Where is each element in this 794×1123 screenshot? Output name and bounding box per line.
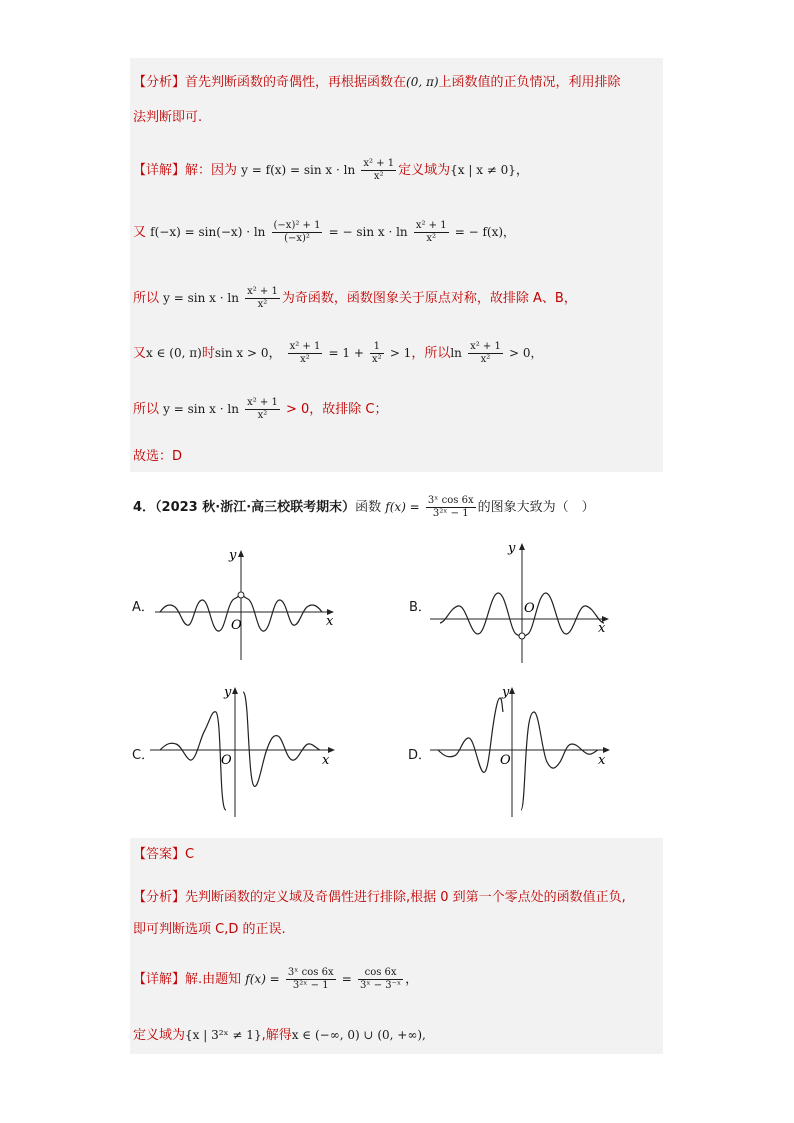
question-source: （2023 秋·浙江·高三校联考期末） [155,500,356,515]
numerator: 3ˣ cos 6x [427,495,474,506]
analysis-tag: 【分析】 [133,75,186,90]
denominator: x² [257,299,268,310]
curve-right [243,692,320,786]
analysis-text: 法判断即可. [133,110,203,125]
graph-option-d [430,682,615,817]
math-expr: x ∈ (0, π) [146,346,202,360]
origin-label: O [500,753,511,768]
detail-line-4 [133,341,542,366]
math-expr: y = f(x) = sin x · ln [241,163,356,177]
math-expr: ln [450,346,462,360]
axis-label-y: y [224,685,232,700]
curve-right [521,712,598,810]
numerator: cos 6x [358,967,403,980]
analysis-line-2 [133,108,202,128]
option-b-label: B． [409,600,431,615]
numerator: x² + 1 [247,397,278,408]
denominator: (−x)² [284,233,310,244]
numerator: x² + 1 [415,220,447,231]
punct: ， [268,346,282,361]
math-expr: > 1 [389,346,412,360]
math-expr: = [341,972,352,986]
denominator: x² [480,354,491,365]
option-c-label: C． [132,748,155,763]
open-point [238,592,244,598]
detail-tag: 【详解】 [133,163,186,178]
detail-text: > 0，故排除 C； [285,402,388,417]
math-expr: x ∈ (−∞, 0) ∪ (0, +∞), [291,1028,426,1042]
detail-text: 又 [133,346,147,361]
math-expr: y = sin x · ln [163,402,239,416]
graph-option-c [150,682,340,817]
question-line [133,495,595,520]
punct: ， [405,972,419,987]
analysis-tag: 【分析】 [133,890,186,905]
math-expr: {x | x ≠ 0} [450,163,516,177]
axis-label-y: y [508,541,516,556]
interval: (0, π) [406,75,439,89]
answer-tag: 【答案】 [133,847,186,862]
axis-label-x: x [326,614,334,629]
axis-label-y: y [502,685,510,700]
axis-label-x: x [598,753,606,768]
axis-label-x: x [598,621,606,636]
math-expr: > 0， [508,346,543,360]
math-expr: = − f(x)， [454,225,516,239]
analysis-text: 即可判断选项 C,D 的正误. [133,922,286,937]
analysis-text: 先判断函数的定义域及奇偶性进行排除,根据 0 到第一个零点处的函数值正负, [185,890,626,905]
detail-text: 定义域为 [133,1028,186,1043]
option-a-label: A． [132,600,154,615]
detail-text: 解：因为 [185,163,238,178]
analysis-line-1 [133,72,621,93]
answer-line [133,845,194,865]
denominator: x² [373,171,384,182]
option-d-label: D． [408,748,432,763]
numerator: x² + 1 [470,341,501,352]
denominator: x² [426,233,437,244]
detail-text: 所以 [133,402,160,417]
analysis2-line-2 [133,920,286,940]
analysis-text: 首先判断函数的奇偶性，再根据函数在 [185,75,407,90]
math-expr: f(x) = [385,500,420,514]
graph-option-b [430,538,615,663]
punct: ， [515,163,529,178]
detail-text: ,解得 [261,1028,292,1043]
answer-value: C [185,847,195,862]
detail-tag: 【详解】 [133,972,186,987]
graph-option-a [155,545,340,660]
math-expr: f(x) = [245,972,280,986]
math-expr: = 1 + [328,346,364,360]
final-choice-text: 故选：D [133,449,183,464]
denominator: 3ˣ − 3⁻ˣ [359,980,402,991]
analysis-text: 上函数值的正负情况，利用排除 [438,75,621,90]
denominator: x² [300,354,310,365]
fraction [370,341,384,366]
final-choice [133,447,182,467]
fraction [286,967,336,992]
detail-text: 又 [133,225,147,240]
solution-block-2 [130,838,663,1054]
denominator: x² [372,354,382,365]
curve-left [438,698,503,772]
origin-label: O [524,601,535,616]
question-number: 4． [133,500,156,515]
detail-text: 定义域为 [398,163,451,178]
fraction [426,495,476,520]
math-expr: {x | 3²ˣ ≠ 1} [185,1028,262,1042]
detail-text: 所以 [133,291,160,306]
axis-label-x: x [322,753,330,768]
origin-label: O [221,753,232,768]
fraction [272,220,323,245]
detail-text: ，所以 [411,346,451,361]
denominator: 3²ˣ − 1 [292,980,329,991]
detail-text: 解.由题知 [185,972,242,987]
domain-line [133,1025,426,1046]
detail-text: 时 [201,346,215,361]
numerator: x² + 1 [247,286,278,297]
detail-line-1 [133,158,529,183]
fraction [358,967,403,992]
curve-left [160,712,226,810]
numerator: 1 [370,341,384,354]
math-expr: y = sin x · ln [163,291,239,305]
detail2-line-1 [133,967,418,992]
fraction [468,341,503,366]
math-expr: f(−x) = sin(−x) · ln [150,225,266,239]
question-text: 函数 [355,500,382,515]
fraction [361,158,396,183]
fraction [245,286,280,311]
open-point [519,633,525,639]
analysis2-line-1 [133,888,626,908]
question-text: 的图象大致为（ ） [477,500,595,515]
math-expr: = − sin x · ln [328,225,408,239]
numerator: x² + 1 [289,341,321,352]
numerator: 3ˣ cos 6x [287,967,334,978]
detail-line-2 [133,220,515,245]
axis-label-y: y [229,548,237,563]
detail-line-3 [133,286,577,311]
detail-text: 为奇函数，函数图象关于原点对称，故排除 A、B， [281,291,577,306]
fraction [245,397,280,422]
fraction [288,341,323,366]
origin-label: O [231,618,242,633]
detail-line-5 [133,397,387,422]
fraction [414,220,449,245]
denominator: 3²ˣ − 1 [432,508,469,519]
numerator: (−x)² + 1 [273,220,321,231]
math-expr: sin x > 0 [214,346,269,360]
numerator: x² + 1 [363,158,395,169]
denominator: x² [257,410,268,421]
